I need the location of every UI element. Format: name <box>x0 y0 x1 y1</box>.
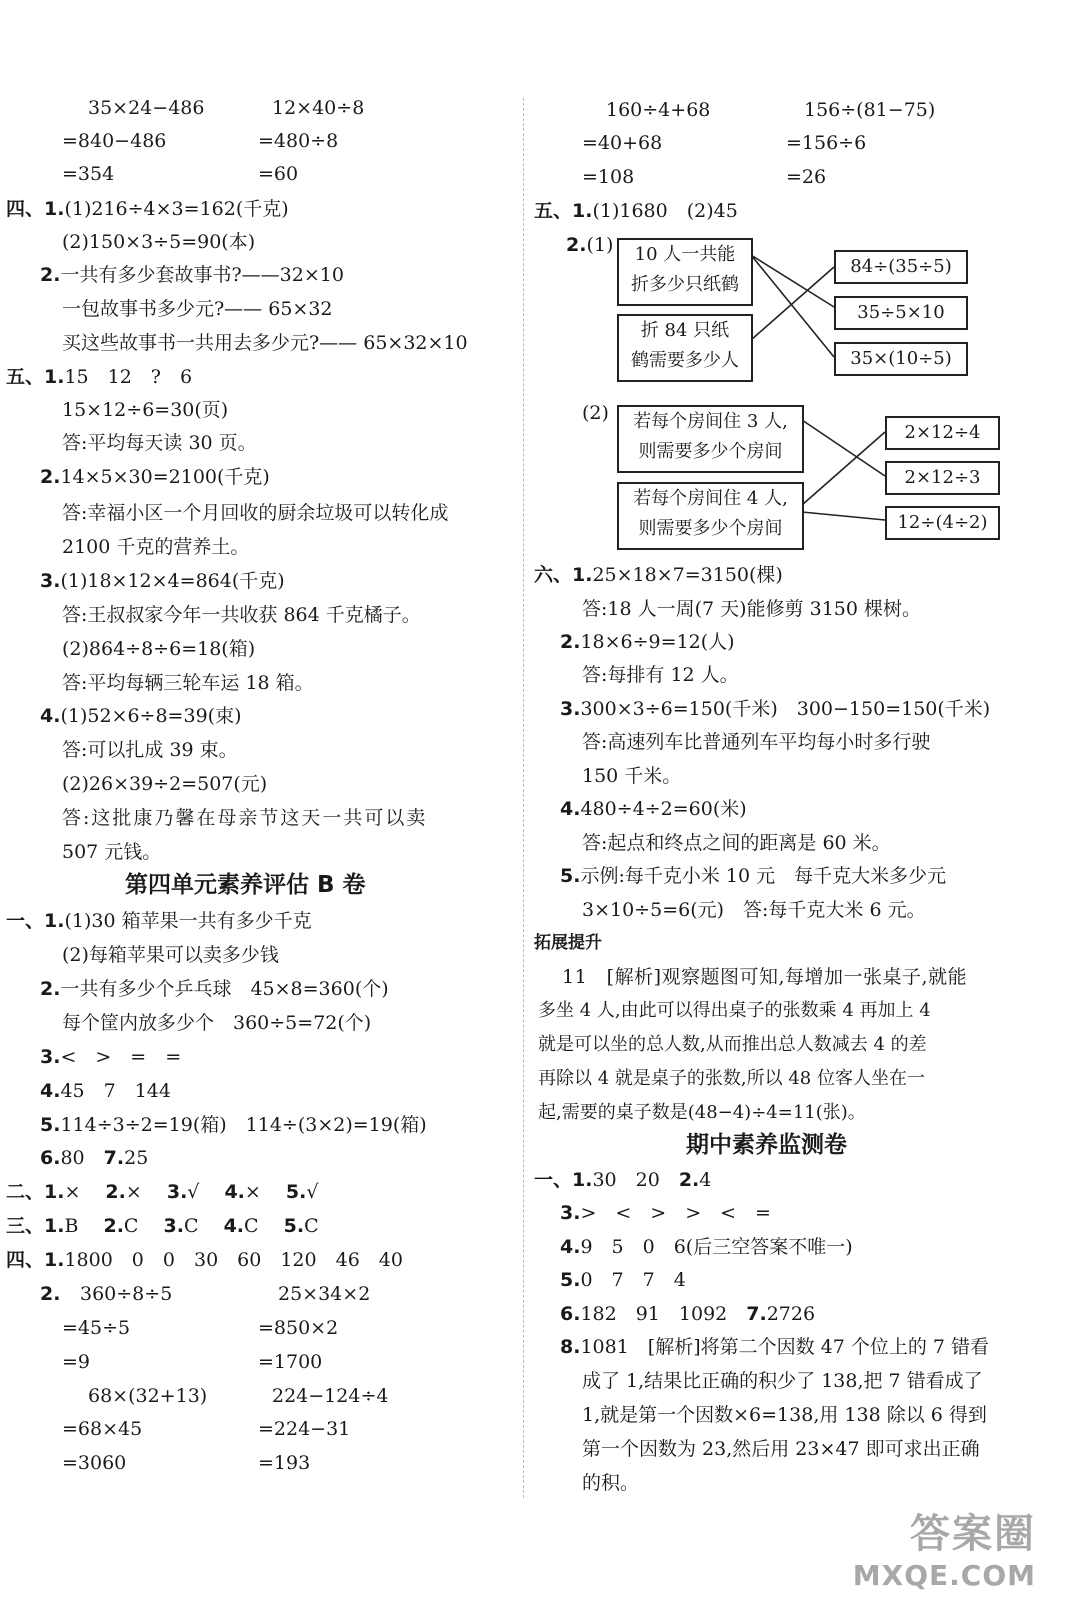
calc-line: 68×(32+13) <box>88 1385 208 1407</box>
question-number: 3. <box>560 1202 581 1224</box>
answer-text: × <box>244 1181 261 1203</box>
calc-line: =68×45 <box>62 1418 143 1440</box>
question-number: 5. <box>560 865 581 887</box>
calc-line: =156÷6 <box>786 132 867 154</box>
match-line <box>751 255 834 307</box>
calc-line: =850×2 <box>258 1317 339 1339</box>
subsection-heading: 拓展提升 <box>534 933 602 953</box>
answer-text: 25×18×7=3150(棵) <box>592 564 783 586</box>
question-number: 二、1. <box>6 1181 65 1203</box>
expression-box: 2×12÷3 <box>885 461 1000 495</box>
answer-text: 的积。 <box>582 1472 640 1494</box>
answer-text: 答:王叔叔家今年一共收获 864 千克橘子。 <box>62 604 421 626</box>
question-number: 3. <box>163 1215 184 1237</box>
question-box <box>617 314 753 382</box>
calc-line: =193 <box>258 1452 311 1474</box>
calc-line: 156÷(81−75) <box>804 99 936 121</box>
calc-line: =40+68 <box>582 132 663 154</box>
calc-line: 25×34×2 <box>278 1283 371 1305</box>
answer-text: (1)18×12×4=864(千克) <box>60 570 285 592</box>
question-number: 2. <box>566 234 587 256</box>
answer-text: 答:可以扎成 39 束。 <box>62 739 238 761</box>
answer-text: 80 <box>60 1147 85 1169</box>
answer-text: 答:这批康乃馨在母亲节这天一共可以卖 <box>62 807 428 829</box>
answer-text: 15×12÷6=30(页) <box>62 399 229 421</box>
answer-text: B <box>64 1215 79 1237</box>
answer-text: 多坐 4 人,由此可以得出桌子的张数乘 4 再加上 4 <box>538 1000 931 1021</box>
answer-text: (2)26×39÷2=507(元) <box>62 773 268 795</box>
box-line: 若每个房间住 3 人, <box>633 411 788 432</box>
answer-text: 0 7 7 4 <box>580 1269 686 1291</box>
answer-text: (1)216÷4×3=162(千克) <box>64 198 289 220</box>
box-line: 则需要多少个房间 <box>638 441 783 462</box>
question-box <box>617 405 804 473</box>
box-line: 折 84 只纸 <box>640 320 730 341</box>
answer-text: 2100 千克的营养土。 <box>62 536 250 558</box>
expression-box: 35×(10÷5) <box>834 342 968 376</box>
answer-text: 一共有多少套故事书?——32×10 <box>60 264 344 286</box>
calc-line: 35×24−486 <box>88 97 205 119</box>
question-number: 7. <box>746 1303 767 1325</box>
question-number: 5. <box>560 1269 581 1291</box>
question-number: 5. <box>285 1181 307 1203</box>
watermark <box>853 1502 1036 1592</box>
question-number: 6. <box>40 1147 61 1169</box>
answer-text: 买这些故事书一共用去多少元?—— 65×32×10 <box>62 332 468 354</box>
question-number: 3. <box>166 1181 188 1203</box>
answer-text: 4 <box>699 1169 712 1191</box>
calc-line: 360÷8÷5 <box>80 1283 173 1305</box>
question-box <box>617 482 804 550</box>
answer-text: < > = = <box>60 1046 182 1068</box>
answer-text: (1) <box>586 234 614 256</box>
answer-text: (1)1680 (2)45 <box>592 200 738 222</box>
calc-line: =26 <box>786 166 827 188</box>
calc-line: =1700 <box>258 1351 323 1373</box>
section-heading: 第四单元素养评估 B 卷 <box>125 872 366 898</box>
answer-text: 25 <box>124 1147 149 1169</box>
answer-text: C <box>244 1215 259 1237</box>
match-line <box>751 255 834 357</box>
answer-text: 9 5 0 6(后三空答案不唯一) <box>580 1236 853 1258</box>
answer-text: (2)150×3÷5=90(本) <box>62 231 256 253</box>
calc-line: =45÷5 <box>62 1317 131 1339</box>
expression-box: 84÷(35÷5) <box>834 250 968 284</box>
answer-text: 182 91 1092 <box>580 1303 728 1325</box>
column-divider <box>523 98 524 1498</box>
box-line: 则需要多少个房间 <box>638 518 783 539</box>
question-number: 4. <box>560 1236 581 1258</box>
answer-text: 答:平均每天读 30 页。 <box>62 432 257 454</box>
answer-text: 一包故事书多少元?—— 65×32 <box>62 298 333 320</box>
answer-text: (1)52×6÷8=39(束) <box>60 705 242 727</box>
answer-text: 507 元钱。 <box>62 841 162 863</box>
box-line: 折多少只纸鹤 <box>631 274 739 295</box>
question-number: 3. <box>40 1046 61 1068</box>
answer-text: (2) <box>582 402 609 424</box>
answer-text: 3×10÷5=6(元) 答:每千克大米 6 元。 <box>582 899 926 921</box>
question-number: 2. <box>678 1169 700 1191</box>
question-number: 2. <box>40 978 61 1000</box>
calc-line: =3060 <box>62 1452 127 1474</box>
question-number: 三、1. <box>6 1215 65 1237</box>
section-heading: 期中素养监测卷 <box>686 1132 847 1158</box>
answer-text: 再除以 4 就是桌子的张数,所以 48 位客人坐在一 <box>538 1068 925 1089</box>
question-number: 5. <box>283 1215 305 1237</box>
question-number: 一、1. <box>6 910 65 932</box>
answer-text: 答:平均每辆三轮车运 18 箱。 <box>62 672 314 694</box>
question-number: 四、1. <box>6 198 65 220</box>
answer-text: 1,就是第一个因数×6=138,用 138 除以 6 得到 <box>582 1404 987 1426</box>
answer-text: 就是可以坐的总人数,从而推出总人数减去 4 的差 <box>538 1034 927 1055</box>
question-number: 2. <box>105 1181 126 1203</box>
answer-text: C <box>183 1215 199 1237</box>
calc-line: 12×40÷8 <box>272 97 365 119</box>
question-number: 4. <box>40 705 61 727</box>
calc-line: =9 <box>62 1351 91 1373</box>
answer-text: 114÷3÷2=19(箱) 114÷(3×2)=19(箱) <box>60 1114 427 1136</box>
calc-line: 160÷4+68 <box>606 99 711 121</box>
question-number: 2. <box>40 264 61 286</box>
answer-text: 答:高速列车比普通列车平均每小时多行驶 <box>582 731 931 753</box>
box-line: 鹤需要多少人 <box>631 350 739 371</box>
calc-line: =840−486 <box>62 130 167 152</box>
question-number: 3. <box>40 570 61 592</box>
answer-text: 1800 0 0 30 60 120 46 40 <box>64 1249 403 1271</box>
answer-text: 起,需要的桌子数是(48−4)÷4=11(张)。 <box>538 1102 866 1123</box>
question-number: 4. <box>224 1181 245 1203</box>
answer-text: 14×5×30=2100(千克) <box>60 466 270 488</box>
answer-text: 480÷4÷2=60(米) <box>580 798 747 820</box>
question-number: 7. <box>103 1147 125 1169</box>
box-line: 10 人一共能 <box>634 244 736 265</box>
answer-text: 45 7 144 <box>60 1080 171 1102</box>
answer-text: × <box>64 1181 81 1203</box>
answer-text: C <box>123 1215 139 1237</box>
calc-line: 224−124÷4 <box>272 1385 389 1407</box>
question-number: 4. <box>40 1080 61 1102</box>
answer-text: 30 20 <box>592 1169 660 1191</box>
watermark-logo: 答案圈 <box>910 1511 1036 1557</box>
answer-text: 第一个因数为 23,然后用 23×47 即可求出正确 <box>582 1438 980 1460</box>
question-number: 2. <box>40 466 61 488</box>
question-number: 8. <box>560 1336 581 1358</box>
answer-text: 一共有多少个乒乓球 45×8=360(个) <box>60 978 389 1000</box>
question-number: 6. <box>560 1303 581 1325</box>
calc-line: =480÷8 <box>258 130 339 152</box>
answer-text: (2)每箱苹果可以卖多少钱 <box>62 944 279 966</box>
question-number: 五、1. <box>534 200 593 222</box>
answer-text: × <box>125 1181 142 1203</box>
question-number: 5. <box>40 1114 61 1136</box>
answer-text: 答:幸福小区一个月回收的厨余垃圾可以转化成 <box>62 502 449 524</box>
match-line <box>751 267 834 340</box>
answer-text: 答:每排有 12 人。 <box>582 664 739 686</box>
calc-line: =60 <box>258 163 299 185</box>
question-number: 一、1. <box>534 1169 593 1191</box>
answer-text: 300×3÷6=150(千米) 300−150=150(千米) <box>580 698 991 720</box>
question-number: 六、1. <box>534 564 593 586</box>
box-line: 若每个房间住 4 人, <box>633 488 788 509</box>
question-number: 2. <box>40 1283 61 1305</box>
expression-box: 12÷(4÷2) <box>885 506 1000 540</box>
match-line <box>802 512 885 520</box>
question-number: 2. <box>560 631 581 653</box>
answer-text: (1)30 箱苹果一共有多少千克 <box>64 910 312 932</box>
answer-text: 示例:每千克小米 10 元 每千克大米多少元 <box>580 865 947 887</box>
answer-text: 150 千米。 <box>582 765 682 787</box>
answer-text: C <box>304 1215 319 1237</box>
question-number: 4. <box>223 1215 245 1237</box>
expression-box: 2×12÷4 <box>885 416 1000 450</box>
question-box <box>617 238 753 306</box>
question-number: 4. <box>560 798 581 820</box>
answer-text: 11 [解析]观察题图可知,每增加一张桌子,就能 <box>562 966 968 988</box>
answer-text: 18×6÷9=12(人) <box>580 631 735 653</box>
answer-text: 1081 [解析]将第二个因数 47 个位上的 7 错看 <box>580 1336 990 1358</box>
calc-line: =354 <box>62 163 115 185</box>
question-number: 四、1. <box>6 1249 65 1271</box>
answer-text: 15 12 ? 6 <box>64 366 193 388</box>
question-number: 2. <box>103 1215 124 1237</box>
answer-text: > < > > < = <box>580 1202 771 1224</box>
watermark-url: MXQE.COM <box>852 1559 1036 1592</box>
question-number: 五、1. <box>6 366 65 388</box>
question-number: 3. <box>560 698 581 720</box>
answer-text: 成了 1,结果比正确的积少了 138,把 7 错看成了 <box>582 1370 983 1392</box>
answer-text: 答:18 人一周(7 天)能修剪 3150 棵树。 <box>582 598 922 620</box>
calc-line: =108 <box>582 166 635 188</box>
answer-text: √ <box>187 1181 200 1203</box>
answer-text: 答:起点和终点之间的距离是 60 米。 <box>582 832 891 854</box>
calc-line: =224−31 <box>258 1418 351 1440</box>
expression-box: 35÷5×10 <box>834 296 968 330</box>
answer-text: 每个筐内放多少个 360÷5=72(个) <box>62 1012 372 1034</box>
answer-text: 2726 <box>766 1303 816 1325</box>
answer-text: (2)864÷8÷6=18(箱) <box>62 638 256 660</box>
answer-text: √ <box>306 1181 319 1203</box>
